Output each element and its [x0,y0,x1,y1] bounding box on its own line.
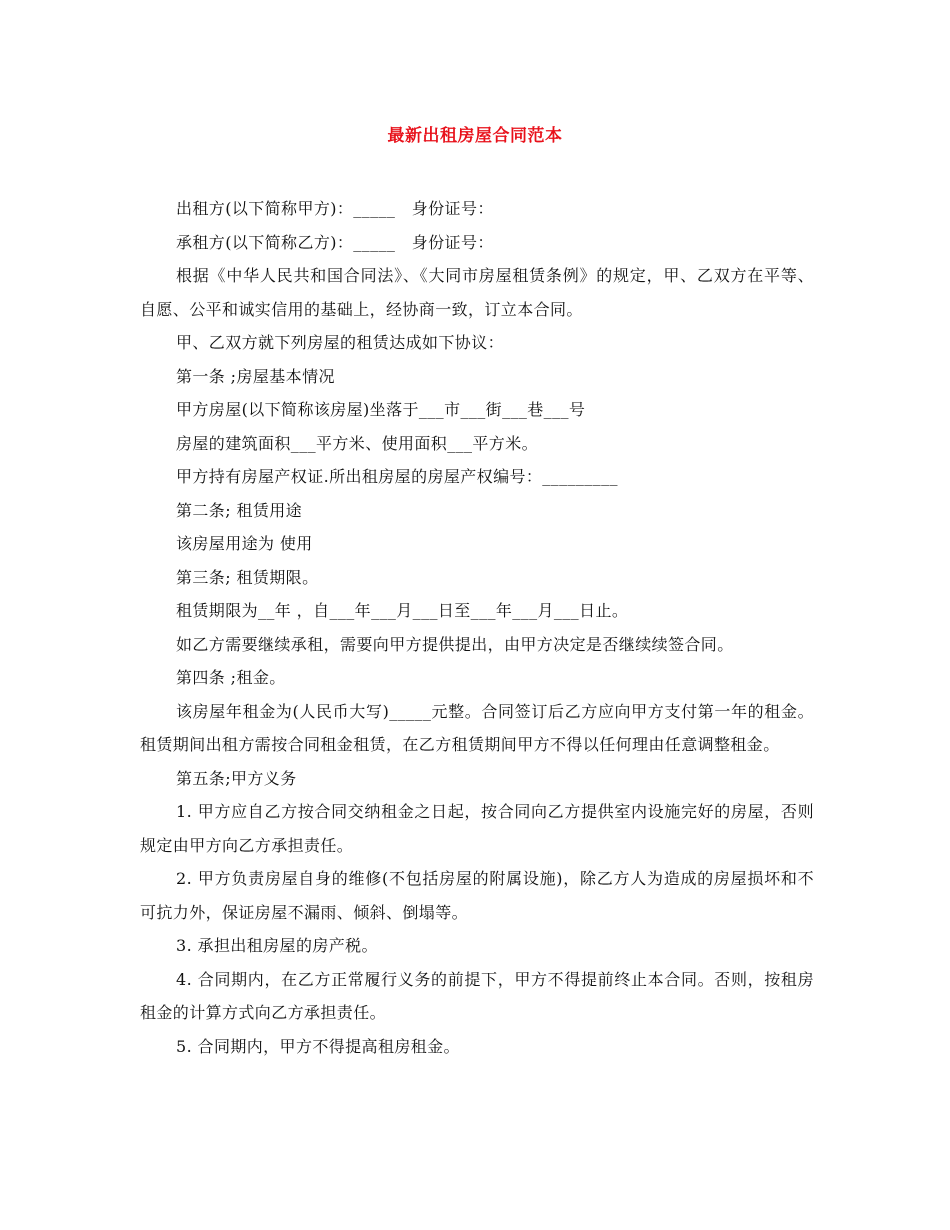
paragraph-lessor: 出租方(以下简称甲方)：_____ 身份证号： [176,199,494,218]
document-body [140,192,814,1063]
list-item-lessor-duty-2: 2. 甲方负责房屋自身的维修(不包括房屋的附属设施)，除乙方人为造成的房屋损坏和不可抗力外，保证房屋不漏雨、倾斜、倒塌等。 [140,869,814,922]
paragraph-legal-basis: 根据《中华人民共和国合同法》、《大同市房屋租赁条例》的规定，甲、乙双方在平等、自愿、公平和诚实信用的基础上，经协商一致，订立本合同。 [140,266,814,319]
paragraph-usage: 该房屋用途为 使用 [176,534,313,553]
list-item-lessor-duty-4: 4. 合同期内，在乙方正常履行义务的前提下，甲方不得提前终止本合同。否则，按租房租金的计算方式向乙方承担责任。 [140,969,814,1022]
list-item-lessor-duty-1: 1. 甲方应自乙方按合同交纳租金之日起，按合同向乙方提供室内设施完好的房屋，否则规定由甲方向乙方承担责任。 [140,802,814,855]
paragraph-location: 甲方房屋(以下简称该房屋)坐落于___市___街___巷___号 [176,400,586,419]
document-title: 最新出租房屋合同范本 [387,126,563,146]
article-5-heading: 第五条;甲方义务 [176,768,297,788]
paragraph-rent: 该房屋年租金为(人民币大写)_____元整。合同签订后乙方应向甲方支付第一年的租金。租赁期间出租方需按合同租金租赁，在乙方租赁期间甲方不得以任何理由任意调整租金。 [140,701,814,754]
paragraph-area: 房屋的建筑面积___平方米、使用面积___平方米。 [176,433,539,453]
article-1-heading: 第一条 ;房屋基本情况 [176,366,335,386]
article-4-heading: 第四条 ;租金。 [176,668,286,687]
paragraph-lessee: 承租方(以下简称乙方)：_____ 身份证号： [176,232,494,252]
paragraph-agreement-intro: 甲、乙双方就下列房屋的租赁达成如下协议： [176,333,505,352]
paragraph-lease-term: 租赁期限为__年 ，自___年___月___日至___年___月___日止。 [176,601,629,620]
paragraph-property-cert: 甲方持有房屋产权证.所出租房屋的房屋产权编号：_________ [176,467,618,486]
article-3-heading: 第三条; 租赁期限。 [176,567,319,587]
list-item-lessor-duty-3: 3. 承担出租房屋的房产税。 [176,936,378,955]
list-item-lessor-duty-5: 5. 合同期内，甲方不得提高租房租金。 [176,1036,460,1056]
paragraph-renewal: 如乙方需要继续承租，需要向甲方提供提出，由甲方决定是否继续续签合同。 [176,634,734,654]
article-2-heading: 第二条; 租赁用途 [176,500,303,520]
